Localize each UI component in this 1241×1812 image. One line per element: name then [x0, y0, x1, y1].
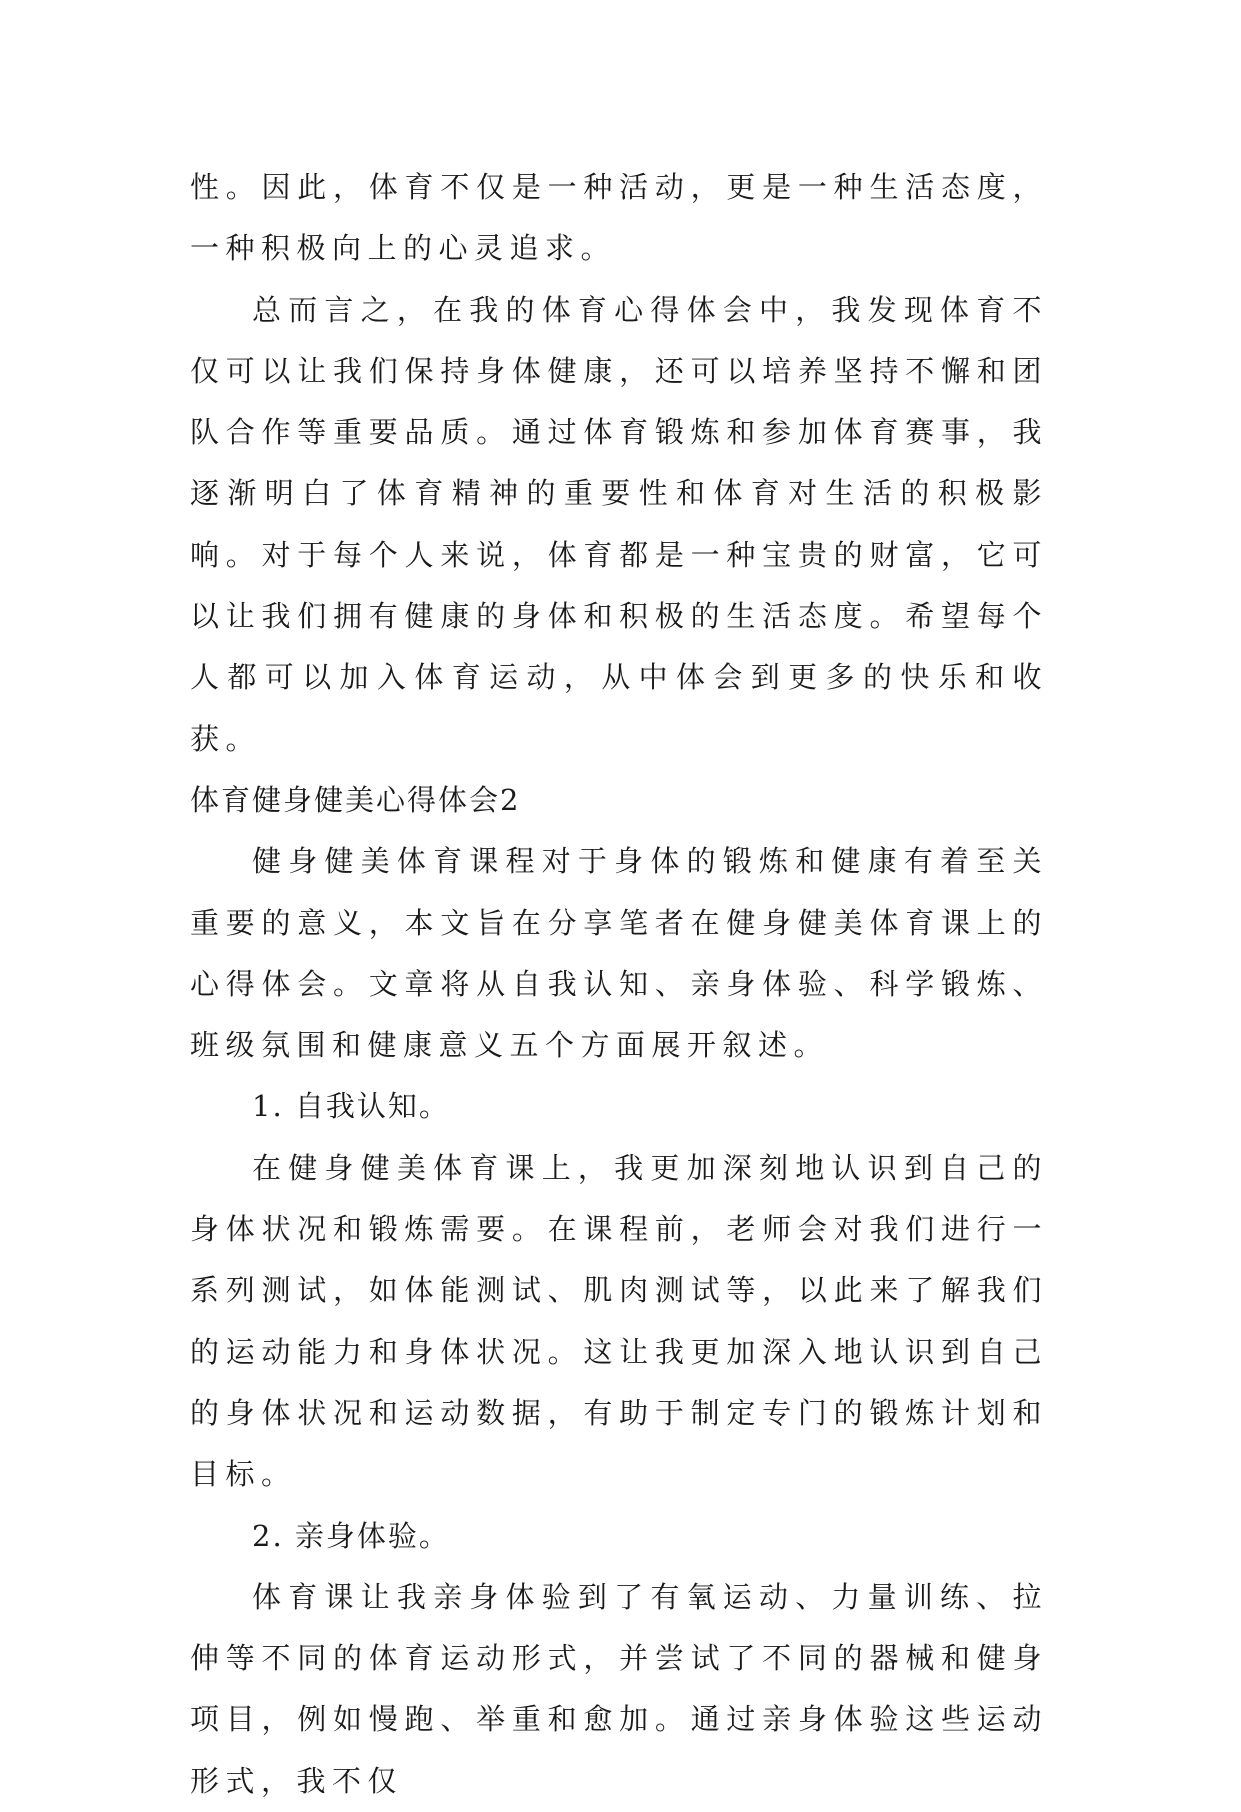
section-heading: 体育健身健美心得体会2 — [190, 782, 521, 817]
list-item-label-1: 1. 自我认知。 — [252, 1089, 450, 1124]
list-item-label-2: 2. 亲身体验。 — [252, 1518, 450, 1553]
paragraph-intro: 健身健美体育课程对于身体的锻炼和健康有着至关重要的意义，本文旨在分享笔者在健身健美体育课上的心得体会。文章将从自我认知、亲身体验、科学锻炼、班级氛围和健康意义五个方面展开叙述。 — [190, 844, 1048, 1063]
document-page — [190, 157, 1048, 1812]
paragraph-self-awareness: 在健身健美体育课上，我更加深刻地认识到自己的身体状况和锻炼需要。在课程前，老师会对我们进行一系列测试，如体能测试、肌肉测试等，以此来了解我们的运动能力和身体状况。这让我更加深入地认识到自己的身体状况和运动数据，有助于制定专门的锻炼计划和目标。 — [190, 1150, 1048, 1492]
paragraph-experience: 体育课让我亲身体验到了有氧运动、力量训练、拉伸等不同的体育运动形式，并尝试了不同的器械和健身项目，例如慢跑、举重和愈加。通过亲身体验这些运动形式，我不仅 — [190, 1579, 1048, 1798]
paragraph-summary: 总而言之，在我的体育心得体会中，我发现体育不仅可以让我们保持身体健康，还可以培养坚持不懈和团队合作等重要品质。通过体育锻炼和参加体育赛事，我逐渐明白了体育精神的重要性和体育对生活的积极影响。对于每个人来说，体育都是一种宝贵的财富，它可以让我们拥有健康的身体和积极的生活态度。希望每个人都可以加入体育运动，从中体会到更多的快乐和收获。 — [190, 292, 1048, 756]
paragraph-continuation: 性。因此，体育不仅是一种活动，更是一种生活态度，一种积极向上的心灵追求。 — [190, 170, 1048, 266]
